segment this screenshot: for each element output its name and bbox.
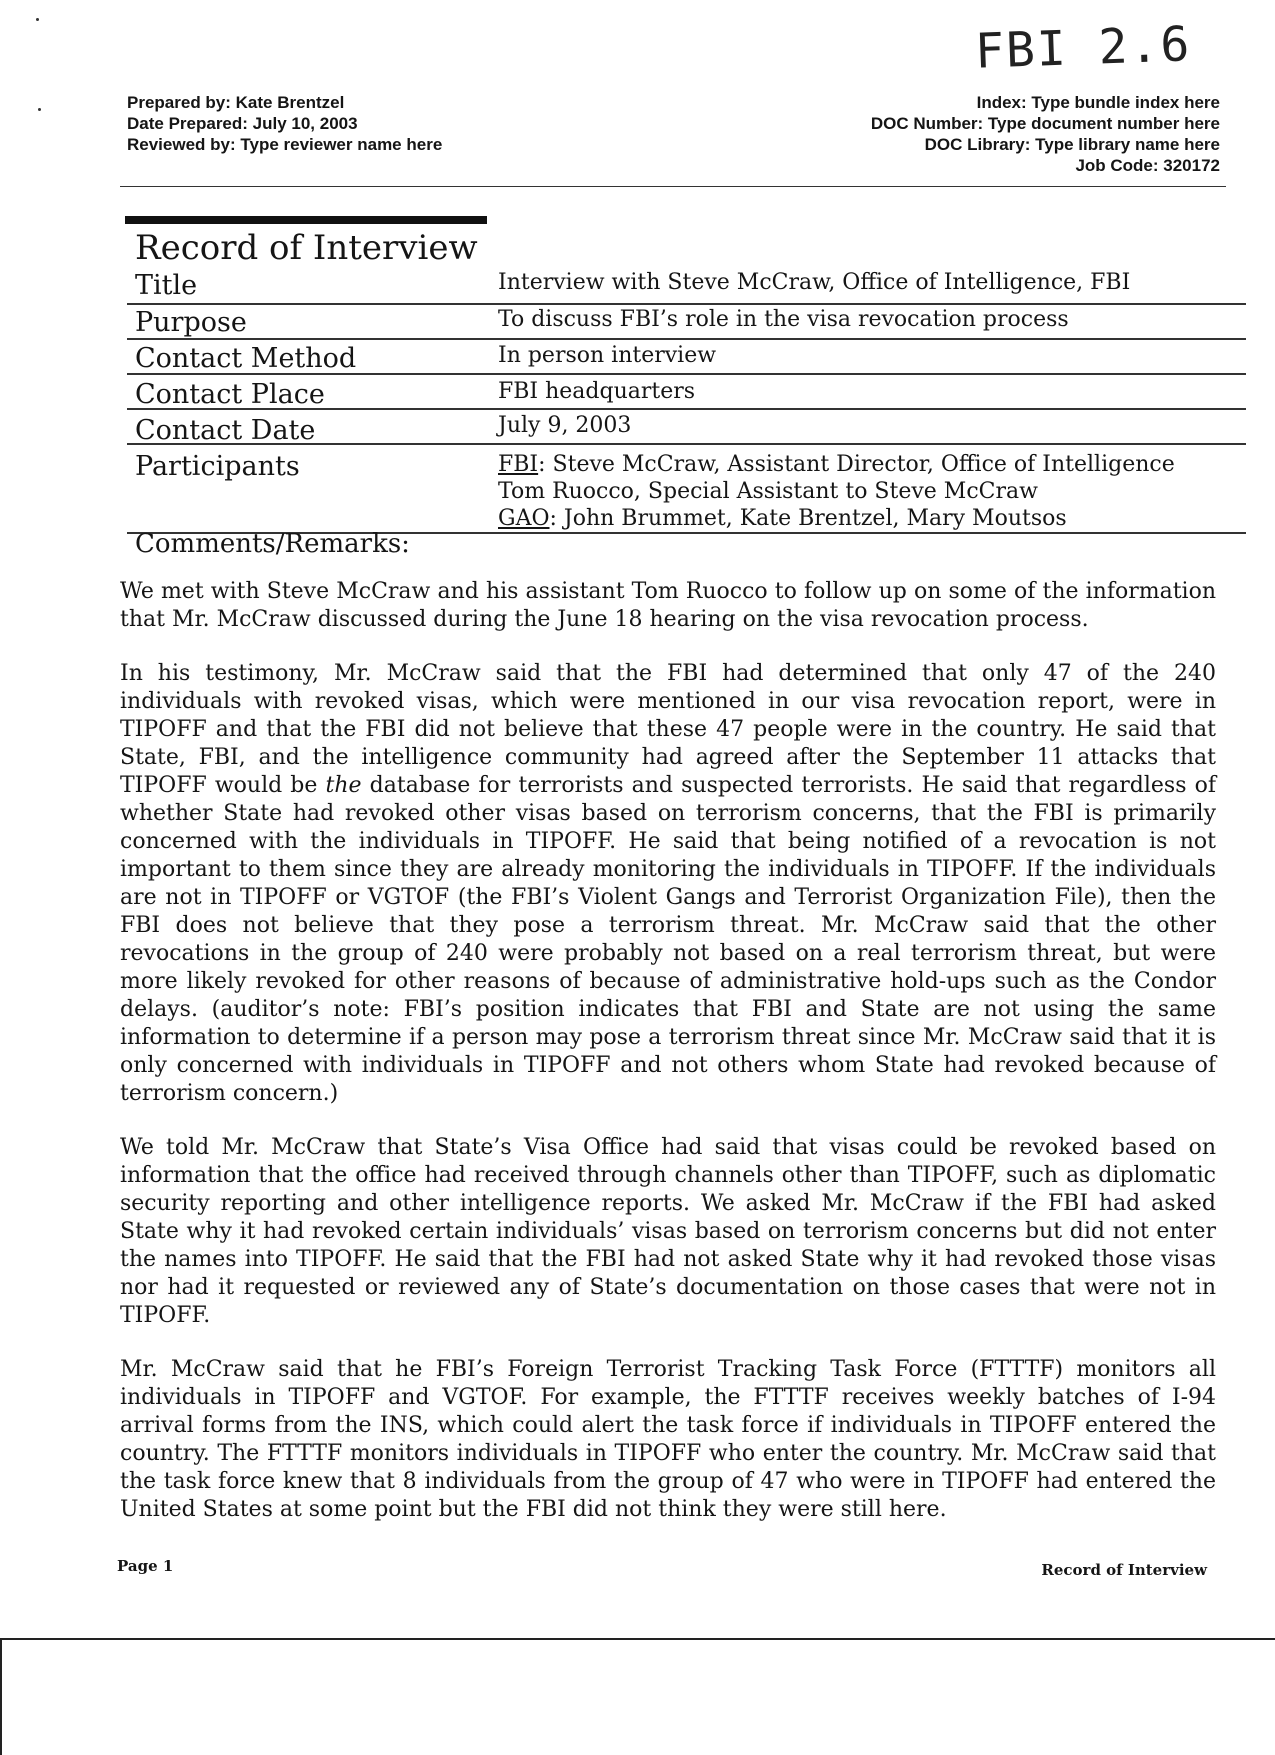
date-prepared: Date Prepared: July 10, 2003 <box>127 114 358 133</box>
participants-gao <box>498 505 1175 532</box>
header-divider <box>120 186 1226 187</box>
comments-body <box>120 578 1216 1550</box>
reviewed-by: Reviewed by: Type reviewer name here <box>127 135 443 154</box>
participants-fbi <box>498 451 1175 478</box>
paragraph-4: Mr. McCraw said that he FBI’s Foreign Terrorist Tracking Task Force (FTTTF) monitors all individuals in TIPOFF and VGTOF. For example, the FTTTF receives weekly batches of I-94 arrival forms from the INS, which could alert the task force if individuals in TIPOFF entered the country. The FTTTF monitors individuals in TIPOFF who enter the country. Mr. McCraw said that the task force knew that 8 individuals from the group of 47 who were in TIPOFF had entered the United States at some point but the FBI did not think they were still here. <box>120 1357 1216 1522</box>
prepared-by: Prepared by: Kate Brentzel <box>127 93 345 112</box>
gao-tag: GAO <box>498 506 550 531</box>
field-label: Contact Date <box>135 415 316 446</box>
field-value: To discuss FBI’s role in the visa revocation process <box>498 307 1069 332</box>
document-title: Record of Interview <box>135 228 478 268</box>
participants-fbi-2: Tom Ruocco, Special Assistant to Steve McCraw <box>498 479 1038 504</box>
field-label: Purpose <box>135 307 247 338</box>
field-row-contact-method <box>127 340 1246 375</box>
scan-edge-vertical <box>0 1640 2 1755</box>
comments-remarks-label: Comments/Remarks: <box>135 529 410 559</box>
field-value: Interview with Steve McCraw, Office of Intelligence, FBI <box>498 270 1131 295</box>
scan-speck <box>36 18 39 21</box>
paragraph-1: We met with Steve McCraw and his assistant Tom Ruocco to follow up on some of the information that Mr. McCraw discussed during the June 18 hearing on the visa revocation process. <box>120 579 1216 632</box>
paragraph-3: We told Mr. McCraw that State’s Visa Office had said that visas could be revoked based on information that the office had received through channels other than TIPOFF, such as diplomatic security reporting and other intelligence reports. We asked Mr. McCraw if the FBI had asked State why it had revoked certain individuals’ visas based on terrorism concerns but did not enter the names into TIPOFF. He said that the FBI had not asked State why it had revoked those visas nor had it requested or reviewed any of State’s documentation on those cases that were not in TIPOFF. <box>120 1135 1216 1328</box>
field-row-contact-place <box>127 375 1246 410</box>
index-line: Index: Type bundle index here <box>976 93 1220 112</box>
job-code-line: Job Code: 320172 <box>1075 156 1220 175</box>
field-row-title <box>127 270 1246 305</box>
participants-list <box>498 451 1175 532</box>
field-label: Participants <box>135 451 300 482</box>
field-label: Contact Method <box>135 343 357 374</box>
field-value: FBI headquarters <box>498 379 696 404</box>
title-bar <box>125 216 487 224</box>
header-left <box>127 92 442 155</box>
paragraph-2-emphasis: the <box>325 773 362 798</box>
field-row-participants <box>127 445 1246 534</box>
field-label: Contact Place <box>135 379 325 410</box>
footer-page-number: Page 1 <box>117 1557 174 1575</box>
field-row-contact-date <box>127 410 1246 445</box>
header-right <box>871 92 1220 176</box>
scan-speck <box>38 108 41 111</box>
footer-doc-title: Record of Interview <box>1041 1561 1207 1579</box>
interview-fields-table <box>127 270 1246 534</box>
gao-participants: : John Brummet, Kate Brentzel, Mary Moutsos <box>549 506 1067 531</box>
fbi-tag: FBI <box>498 452 539 477</box>
paragraph-2-text: In his testimony, Mr. McCraw said that the FBI had determined that only 47 of the 240 individuals with revoked visas, which were mentioned in our visa revocation report, were in TIPOFF and that the FBI did not believe that these 47 people were in the country. He said that State, FBI, and the intelligence community had agreed after the September 11 attacks that TIPOFF would be <box>120 661 1216 798</box>
field-label: Title <box>135 270 198 301</box>
doc-number-line: DOC Number: Type document number here <box>870 114 1220 133</box>
scan-edge-horizontal <box>0 1638 1275 1640</box>
doc-library-line: DOC Library: Type library name here <box>924 135 1220 154</box>
handwritten-annotation: FBI 2.6 <box>974 16 1193 80</box>
paragraph-2 <box>120 660 1216 1108</box>
field-row-purpose <box>127 305 1246 340</box>
fbi-participants: : Steve McCraw, Assistant Director, Office of Intelligence <box>538 452 1175 477</box>
paragraph-2-text-cont: database for terrorists and suspected terrorists. He said that regardless of whether State had revoked other visas based on terrorism concerns, that the FBI is primarily concerned with the individuals in TIPOFF. He said that being notified of a revocation is not important to them since they are already monitoring the individuals in TIPOFF. If the individuals are not in TIPOFF or VGTOF (the FBI’s Violent Gangs and Terrorist Organization File), then the FBI does not believe that they pose a terrorism threat. Mr. McCraw said that the other revocations in the group of 240 were probably not based on a real terrorism threat, but were more likely revoked for other reasons of because of administrative hold-ups such as the Condor delays. (auditor’s note: FBI’s position indicates that FBI and State are not using the same information to determine if a person may pose a terrorism threat since Mr. McCraw said that it is only concerned with individuals in TIPOFF and not others whom State had revoked because of terrorism concern.) <box>120 773 1216 1106</box>
field-value: In person interview <box>498 343 717 368</box>
field-value: July 9, 2003 <box>498 413 632 438</box>
